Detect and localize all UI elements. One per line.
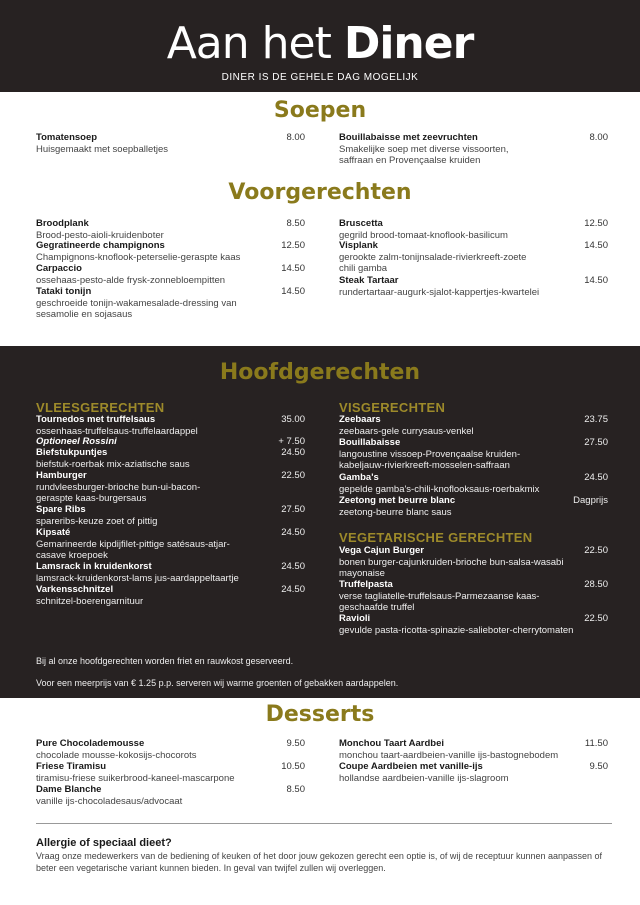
item-price: 27.50 <box>281 504 305 515</box>
item-name: Optioneel Rossini <box>36 436 117 447</box>
logo-bold: Diner <box>343 18 474 69</box>
item-price: 24.50 <box>281 561 305 572</box>
menu-item <box>339 437 549 472</box>
item-price: 14.50 <box>281 263 305 274</box>
menu-item <box>36 784 266 807</box>
item-price: 23.75 <box>584 414 608 425</box>
menu-item <box>36 436 266 448</box>
item-price: 10.50 <box>281 761 305 772</box>
item-name: Spare Ribs <box>36 504 86 515</box>
item-desc: schnitzel-boerengarnituur <box>36 595 144 607</box>
item-name: Tournedos met truffelsaus <box>36 414 156 425</box>
item-desc: lamsrack-kruidenkorst-lams jus-aardappeltaartje <box>36 572 239 584</box>
item-price: 14.50 <box>281 286 305 297</box>
item-desc: gevulde pasta-ricotta-spinazie-salieboter-cherrytomaten <box>339 624 574 636</box>
item-desc: ossenhaas-truffelsaus-truffelaardappel <box>36 425 198 437</box>
item-desc: monchou taart-aardbeien-vanille ijs-bastognebodem <box>339 749 559 761</box>
item-price: 8.00 <box>286 132 305 143</box>
menu-item <box>36 561 276 584</box>
item-desc: gepelde gamba's-chili-knoflooksaus-roerbakmix <box>339 483 540 495</box>
item-price: 28.50 <box>584 579 608 590</box>
section-title-hoofdgerechten: Hoofdgerechten <box>219 360 421 385</box>
menu-item <box>339 132 539 167</box>
item-name: Monchou Taart Aardbei <box>339 738 445 749</box>
menu-item <box>36 527 256 562</box>
item-name: Broodplank <box>36 218 89 229</box>
item-price: 24.50 <box>281 584 305 595</box>
menu-item <box>36 218 266 241</box>
section-title-voorgerechten: Voorgerechten <box>228 180 412 205</box>
menu-item <box>339 414 569 437</box>
menu-item <box>36 286 246 321</box>
item-price: 22.50 <box>281 470 305 481</box>
menu-item <box>339 579 559 614</box>
item-desc: geschroeide tonijn-wakamesalade-dressing van sesamolie en sojasaus <box>36 297 237 320</box>
item-price: 35.00 <box>281 414 305 425</box>
item-desc: vanille ijs-chocoladesaus/advocaat <box>36 795 183 807</box>
subsection-vis: VISGERECHTEN <box>339 400 446 415</box>
item-name: Visplank <box>339 240 378 251</box>
item-name: Steak Tartaar <box>339 275 399 286</box>
item-desc: ossehaas-pesto-alde frysk-zonnebloempitten <box>36 274 226 286</box>
subsection-vlees: VLEESGERECHTEN <box>36 400 165 415</box>
item-name: Biefstukpuntjes <box>36 447 108 458</box>
item-desc: Champignons-knoflook-peterselie-geraspte kaas <box>36 251 241 263</box>
logo-light: Aan het <box>166 18 344 69</box>
menu-item <box>36 414 266 437</box>
footnote-sides: Voor een meerprijs van € 1.25 p.p. serveren wij warme groenten of gebakken aardappelen. <box>36 678 399 688</box>
section-title-desserts: Desserts <box>265 702 375 727</box>
item-name: Pure Chocolademousse <box>36 738 145 749</box>
allergy-text: Vraag onze medewerkers van de bediening of keuken of het door jouw gekozen gerecht een optie is, of wij de receptuur kunnen aanpassen of beter een vegetarische variant kunnen bieden. In geval van twijfel zullen wij overleggen. <box>36 851 603 873</box>
item-name: Zeetong met beurre blanc <box>339 495 456 506</box>
menu-item <box>36 761 266 784</box>
item-name: Tataki tonijn <box>36 286 92 297</box>
item-name: Carpaccio <box>36 263 82 274</box>
menu-item <box>36 738 266 761</box>
item-name: Varkensschnitzel <box>36 584 114 595</box>
item-name: Hamburger <box>36 470 87 481</box>
item-name: Vega Cajun Burger <box>339 545 424 556</box>
item-price: 22.50 <box>584 613 608 624</box>
item-desc: tiramisu-friese suikerbrood-kaneel-mascarpone <box>36 772 235 784</box>
item-name: Ravioli <box>339 613 371 624</box>
item-desc: Brood-pesto-aioli-kruidenboter <box>36 229 164 241</box>
menu-item <box>339 761 569 784</box>
item-desc: Smakelijke soep met diverse vissoorten, saffraan en Provençaalse kruiden <box>339 143 509 166</box>
item-name: Coupe Aardbeien met vanille-ijs <box>339 761 483 772</box>
item-price: 8.00 <box>589 132 608 143</box>
item-desc: biefstuk-roerbak mix-aziatische saus <box>36 458 190 470</box>
menu-item <box>36 447 266 470</box>
item-desc: zeebaars-gele currysaus-venkel <box>339 425 474 437</box>
item-name: Kipsaté <box>36 527 71 538</box>
item-name: Gegratineerde champignons <box>36 240 165 251</box>
menu-item <box>339 472 569 495</box>
item-name: Friese Tiramisu <box>36 761 107 772</box>
item-name: Bouillabaisse <box>339 437 401 448</box>
item-name: Bruscetta <box>339 218 383 229</box>
menu-item <box>36 263 266 286</box>
item-name: Gamba's <box>339 472 379 483</box>
item-price: + 7.50 <box>278 436 305 447</box>
item-desc: chocolade mousse-kokosijs-chocorots <box>36 749 197 761</box>
item-desc: hollandse aardbeien-vanille ijs-slagroom <box>339 772 509 784</box>
menu-item <box>339 240 529 275</box>
item-desc: rundertartaar-augurk-sjalot-kappertjes-kwartelei <box>339 286 540 298</box>
menu-item <box>339 218 559 241</box>
divider <box>36 823 612 824</box>
item-desc: gerookte zalm-tonijnsalade-rivierkreeft-zoete chili gamba <box>339 251 527 274</box>
menu-item <box>36 584 266 607</box>
restaurant-logo <box>0 16 640 72</box>
menu-item <box>36 504 266 527</box>
item-price: Dagprijs <box>573 495 608 506</box>
item-desc: langoustine vissoep-Provençaalse kruiden-kabeljauw-rivierkreeft-mosselen-saffraan <box>339 448 521 471</box>
item-price: 12.50 <box>584 218 608 229</box>
item-desc: bonen burger-cajunkruiden-brioche bun-salsa-wasabi mayonaise <box>339 556 564 579</box>
item-price: 8.50 <box>286 218 305 229</box>
item-price: 24.50 <box>584 472 608 483</box>
item-desc: Gemarineerde kipdijfilet-pittige satésaus-atjar-casave kroepoek <box>36 538 230 561</box>
item-price: 9.50 <box>589 761 608 772</box>
header <box>0 0 640 92</box>
item-price: 8.50 <box>286 784 305 795</box>
item-price: 14.50 <box>584 240 608 251</box>
item-desc: Huisgemaakt met soepballetjes <box>36 143 169 155</box>
item-price: 12.50 <box>281 240 305 251</box>
item-desc: gegrild brood-tomaat-knoflook-basilicum <box>339 229 508 241</box>
section-title-soepen: Soepen <box>273 98 367 123</box>
menu-item <box>339 275 569 298</box>
item-desc: verse tagliatelle-truffelsaus-Parmezaanse kaas-geschaafde truffel <box>339 590 540 613</box>
item-name: Tomatensoep <box>36 132 98 143</box>
main-courses-panel <box>0 346 640 698</box>
item-desc: rundvleesburger-brioche bun-ui-bacon-geraspte kaas-burgersaus <box>36 481 201 504</box>
item-desc: zeetong-beurre blanc saus <box>339 506 452 518</box>
item-name: Zeebaars <box>339 414 381 425</box>
item-name: Bouillabaisse met zeevruchten <box>339 132 478 143</box>
allergy-title: Allergie of speciaal dieet? <box>36 837 172 849</box>
item-price: 24.50 <box>281 527 305 538</box>
item-name: Lamsrack in kruidenkorst <box>36 561 152 572</box>
item-price: 9.50 <box>286 738 305 749</box>
menu-item <box>36 470 236 505</box>
item-desc: spareribs-keuze zoet of pittig <box>36 515 158 527</box>
menu-item <box>339 495 559 518</box>
menu-item <box>36 132 276 155</box>
item-price: 11.50 <box>584 738 608 749</box>
tagline: DINER IS DE GEHELE DAG MOGELIJK <box>221 72 419 83</box>
item-name: Dame Blanche <box>36 784 102 795</box>
item-price: 14.50 <box>584 275 608 286</box>
footnote-fries: Bij al onze hoofdgerechten worden friet en rauwkost geserveerd. <box>36 656 294 666</box>
item-price: 27.50 <box>584 437 608 448</box>
item-price: 22.50 <box>584 545 608 556</box>
subsection-vega: VEGETARISCHE GERECHTEN <box>339 530 533 545</box>
menu-item <box>36 240 266 263</box>
item-name: Truffelpasta <box>339 579 393 590</box>
item-price: 24.50 <box>281 447 305 458</box>
